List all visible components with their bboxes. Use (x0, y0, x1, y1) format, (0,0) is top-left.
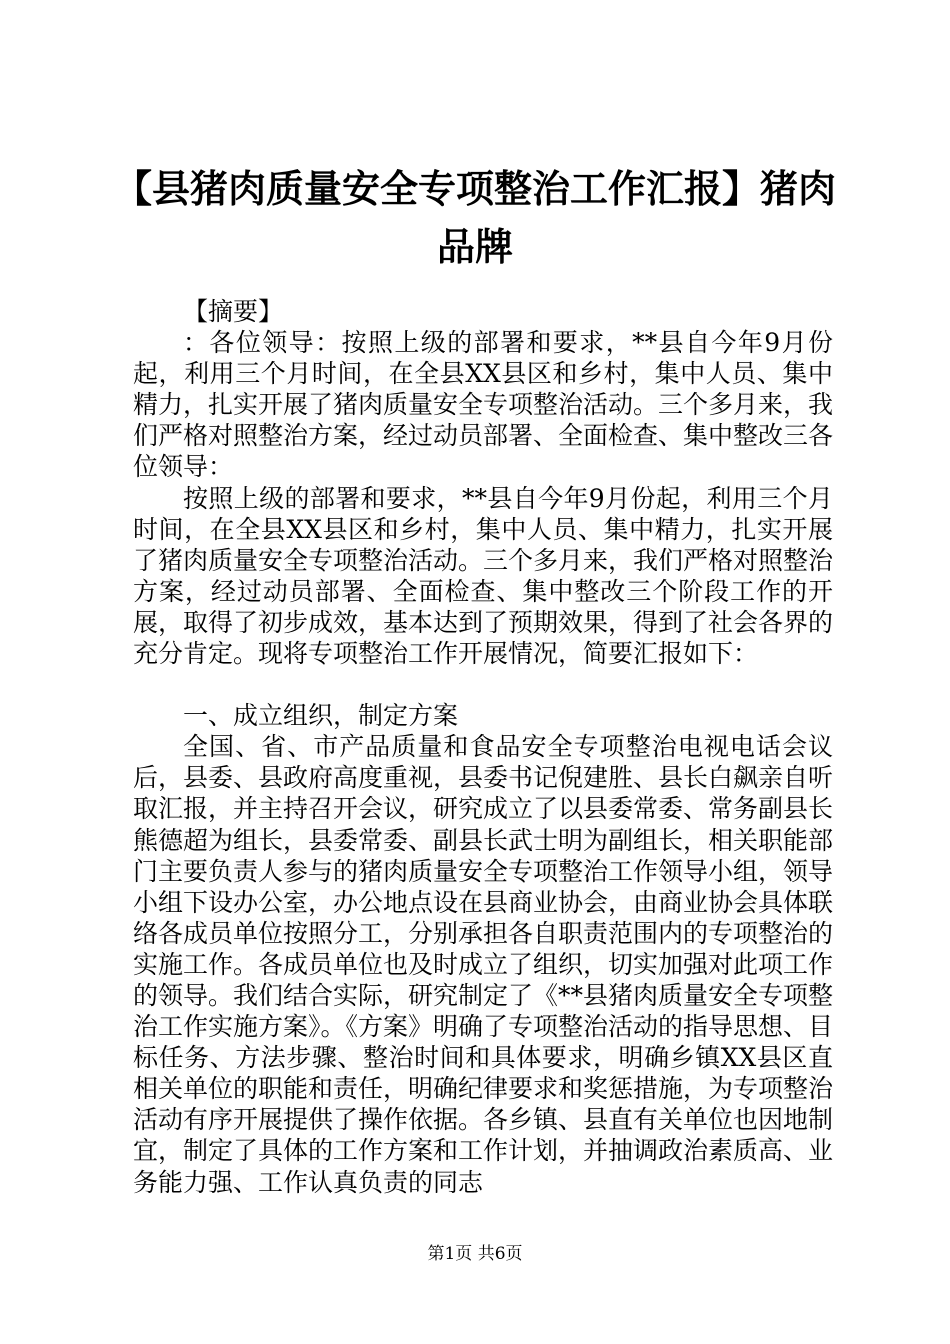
paragraph-2: 全国、省、市产品质量和食品安全专项整治电视电话会议后，县委、县政府高度重视，县委书记倪建胜、县长白飙亲自听取汇报，并主持召开会议，研究成立了以县委常委、常务副县长熊德超为组长，县委常委、副县长武士明为副组长，相关职能部门主要负责人参与的猪肉质量安全专项整治工作领导小组，领导小组下设办公室，办公地点设在县商业协会，由商业协会具体联络各成员单位按照分工，分别承担各自职责范围内的专项整治的实施工作。各成员单位也及时成立了组织，切实加强对此项工作的领导。我们结合实际，研究制定了《**县猪肉质量安全专项整治工作实施方案》。《方案》明确了专项整治活动的指导思想、目标任务、方法步骤、整治时间和具体要求，明确乡镇XX县区直相关单位的职能和责任，明确纪律要求和奖惩措施，为专项整治活动有序开展提供了操作依据。各乡镇、县直有关单位也因地制宜，制定了具体的工作方案和工作计划，并抽调政治素质高、业务能力强、工作认真负责的同志 (133, 732, 834, 1197)
section-1-heading: 一、成立组织，制定方案 (183, 701, 459, 731)
paragraph-gap (133, 669, 833, 700)
document-title: 【县猪肉质量安全专项整治工作汇报】猪肉品牌 (113, 166, 836, 269)
paragraph-1: 按照上级的部署和要求，**县自今年9月份起，利用三个月时间，在全县XX县区和乡村，集中人员、集中精力，扎实开展了猪肉质量安全专项整治活动。三个多月来，我们严格对照整治方案，经过动员部署、全面检查、集中整改三个阶段工作的开展，取得了初步成效，基本达到了预期效果，得到了社会各界的充分肯定。现将专项整治工作开展情况，简要汇报如下： (133, 483, 834, 669)
page-footer: 第1页 共6页 (427, 1244, 523, 1264)
abstract-text: ：各位领导：按照上级的部署和要求，**县自今年9月份起，利用三个月时间，在全县XX县区和乡村，集中人员、集中精力，扎实开展了猪肉质量安全专项整治活动。三个多月来，我们严格对照整治方案，经过动员部署、全面检查、集中整改三各位领导： (133, 328, 834, 482)
document-body (133, 296, 833, 1198)
abstract-label: 【摘要】 (183, 297, 284, 326)
